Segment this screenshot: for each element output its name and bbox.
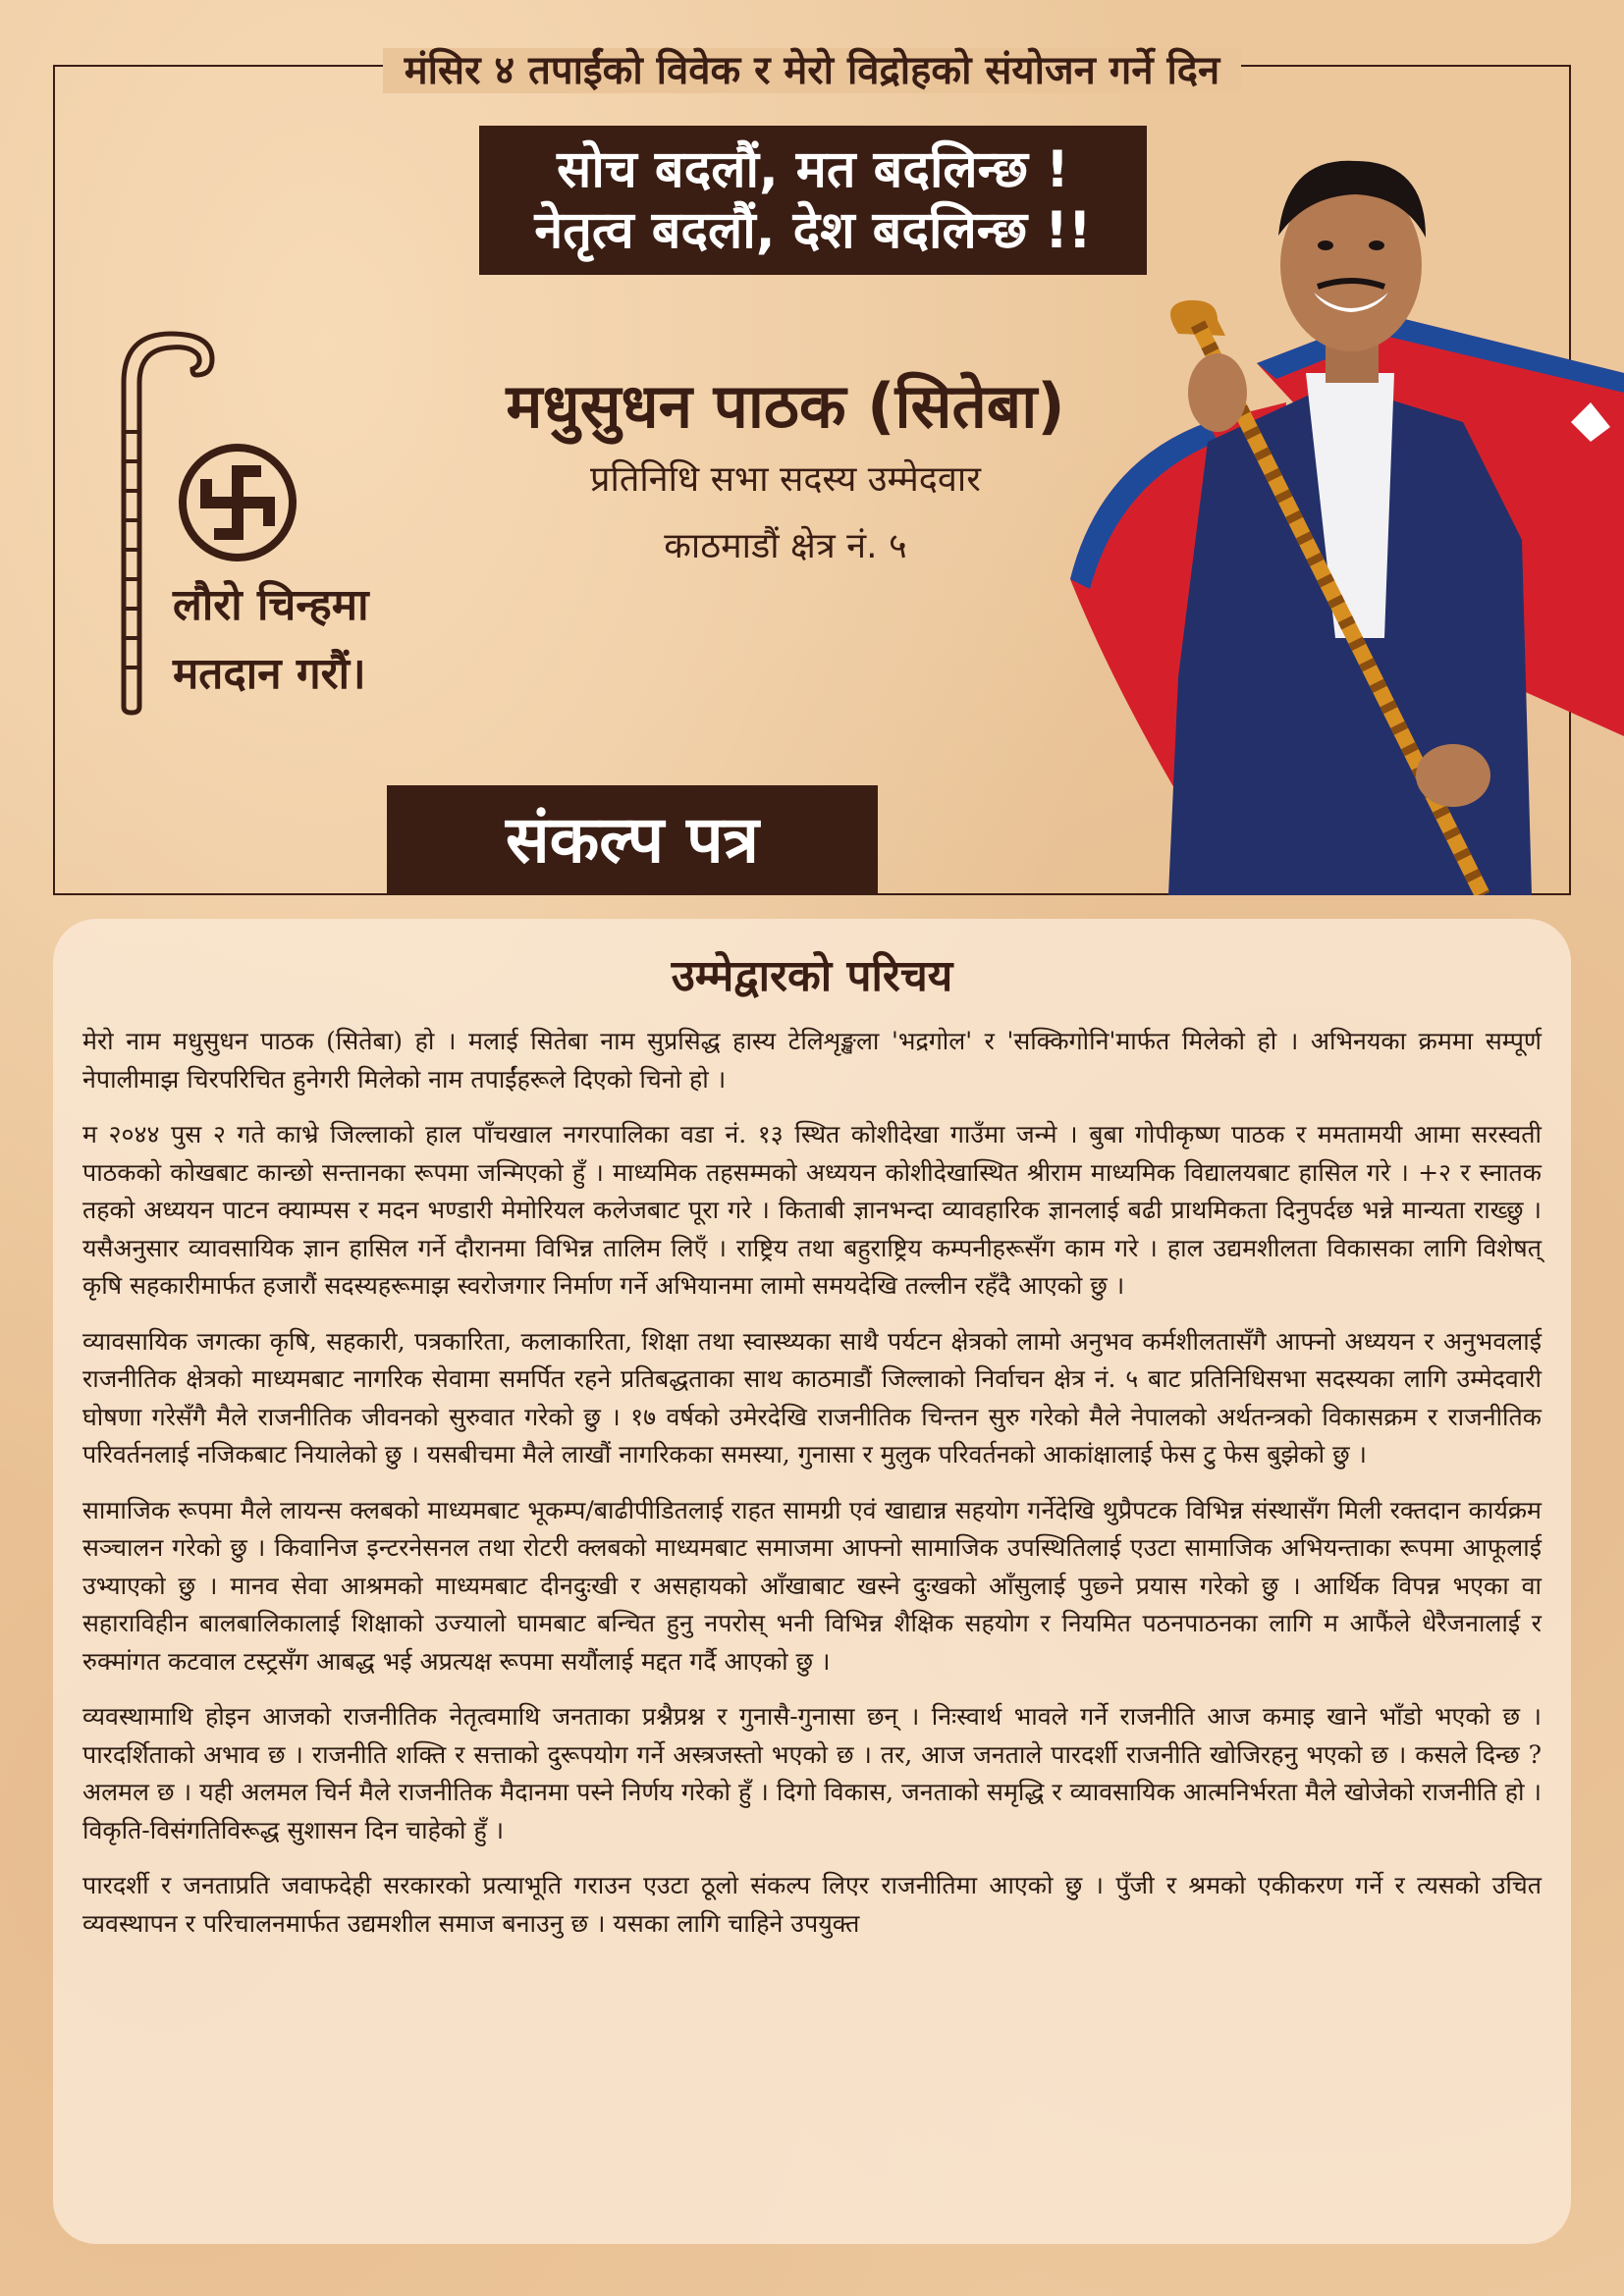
pledge-title: संकल्प पत्र — [387, 785, 878, 895]
slogan-line-2: नेतृत्व बदलौं, देश बदलिन्छ !! — [534, 201, 1092, 260]
candidate-role: प्रतिनिधि सभा सदस्य उम्मेदवार — [590, 459, 981, 500]
slogan-line-1: सोच बदलौं, मत बदलिन्छ ! — [557, 140, 1069, 199]
intro-paragraph-2: म २०४४ पुस २ गते काभ्रे जिल्लाको हाल पाँचखाल नगरपालिका वडा नं. १३ स्थित कोशीदेखा गाउँमा जन्मे । बुबा गोपीकृष्ण पाठक र ममतामयी आमा सरस्वती पाठकको कोखबाट कान्छो सन्तानका रूपमा जन्मिएको हुँ । माध्यमिक तहसम्मको अध्ययन कोशीदेखास्थित श्रीराम माध्यमिक विद्यालयबाट हासिल गरे । +२ र स्नातक तहको अध्ययन पाटन क्याम्पस र मदन भण्डारी मेमोरियल कलेजबाट पूरा गरे । किताबी ज्ञानभन्दा व्यावहारिक ज्ञानलाई बढी प्राथमिकता दिनुपर्दछ भन्ने मान्यता राख्छु । यसैअनुसार व्यावसायिक ज्ञान हासिल गर्ने दौरानमा विभिन्न तालिम लिएँ । राष्ट्रिय तथा बहुराष्ट्रिय कम्पनीहरूसँग काम गरे । हाल उद्यमशीलता विकासका लागि विशेषत् कृषि सहकारीमार्फत हजारौं सदस्यहरूमाझ स्वरोजगार निर्माण गर्ने अभियानमा लामो समयदेखि तल्लीन रहँदै आएको छु । — [82, 1120, 1542, 1300]
candidate-constituency: काठमाडौं क्षेत्र नं. ५ — [664, 526, 907, 566]
candidate-portrait — [1060, 128, 1624, 895]
slogan-box — [479, 126, 1147, 275]
swastika-icon — [177, 442, 298, 563]
intro-paragraph-3: व्यावसायिक जगत्का कृषि, सहकारी, पत्रकारिता, कलाकारिता, शिक्षा तथा स्वास्थ्यका साथै पर्यटन क्षेत्रको लामो अनुभव कर्मशीलतासँगै आफ्नो अध्ययन र अनुभवलाई राजनीतिक क्षेत्रको माध्यमबाट नागरिक सेवामा समर्पित रहने प्रतिबद्धताका साथ काठमाडौं जिल्लाको निर्वाचन क्षेत्र नं. ५ बाट प्रतिनिधिसभा सदस्यका लागि उम्मेदवारी घोषणा गरेसँगै मैले राजनीतिक जीवनको सुरुवात गरेको छु । १७ वर्षको उमेरदेखि राजनीतिक चिन्तन सुरु गरेको मैले नेपालको अर्थतन्त्रको विकासक्रम र राजनीतिक परिवर्तनलाई नजिकबाट नियालेको छु । यसबीचमा मैले लाखौं नागरिकका समस्या, गुनासा र मुलुक परिवर्तनको आकांक्षालाई फेस टु फेस बुझेको छु । — [82, 1326, 1542, 1468]
candidate-name: मधुसुधन पाठक (सितेबा) — [506, 370, 1065, 442]
intro-paragraph-6: पारदर्शी र जनताप्रति जवाफदेही सरकारको प्रत्याभूति गराउन एउटा ठूलो संकल्प लिएर राजनीतिमा आएको छु । पुँजी र श्रमको एकीकरण गर्ने र त्यसको उचित व्यवस्थापन र परिचालनमार्फत उद्यमशील समाज बनाउनु छ । यसका लागि चाहिने उपयुक्त — [82, 1871, 1542, 1938]
vote-call-line-2: मतदान गरौं। — [173, 649, 366, 699]
intro-paragraph-4: सामाजिक रूपमा मैले लायन्स क्लबको माध्यमबाट भूकम्प/बाढीपीडितलाई राहत सामग्री एवं खाद्यान्न सहयोग गर्नेदेखि थुप्रैपटक विभिन्न संस्थासँग मिली रक्तदान कार्यक्रम सञ्चालन गरेको छु । किवानिज इन्टरनेसनल तथा रोटरी क्लबको माध्यमबाट समाजमा आफ्नो सामाजिक उपस्थितिलाई एउटा सामाजिक अभियन्ताका रूपमा आफूलाई उभ्याएको छु । मानव सेवा आश्रमको माध्यमबाट दीनदुःखी र असहायको आँखाबाट खस्ने दुःखको आँसुलाई पुछ्ने प्रयास गरेको छु । आर्थिक विपन्न भएका वा सहाराविहीन बालबालिकालाई शिक्षाको उज्यालो घामबाट बन्चित हुनु नपरोस् भनी विभिन्न शैक्षिक सहयोग र नियमित पठनपाठनका लागि म आफैंले धेरैजनालाई र रुक्मांगत कटवाल टस्ट्रसँग आबद्ध भई अप्रत्यक्ष रूपमा सयौंलाई मद्दत गर्दै आएको छु । — [82, 1495, 1542, 1676]
intro-panel — [53, 919, 1571, 2244]
election-tagline — [0, 41, 1624, 95]
intro-paragraph-5: व्यवस्थामाथि होइन आजको राजनीतिक नेतृत्वमाथि जनताका प्रश्नैप्रश्न र गुनासै-गुनासा छन् । निःस्वार्थ भावले गर्ने राजनीति आज कमाइ खाने भाँडो भएको छ । पारदर्शिताको अभाव छ । राजनीति शक्ति र सत्ताको दुरूपयोग गर्ने अस्त्रजस्तो भएको छ । तर, आज जनताले पारदर्शी राजनीति खोजिरहनु भएको छ । कसले दिन्छ ? अलमल छ । यही अलमल चिर्न मैले राजनीतिक मैदानमा पस्ने निर्णय गरेको हुँ । दिगो विकास, जनताको समृद्धि र व्यावसायिक आत्मनिर्भरता मैले खोजेको राजनीति हो । विकृति-विसंगतिविरूद्ध सुशासन दिन चाहेको हुँ । — [82, 1702, 1542, 1844]
intro-heading: उम्मेद्वारको परिचय — [671, 951, 953, 1001]
tagline-text: मंसिर ४ तपाईंको विवेक र मेरो विद्रोहको संयोजन गर्ने दिन — [383, 48, 1242, 93]
intro-paragraph-1: मेरो नाम मधुसुधन पाठक (सितेबा) हो । मलाई सितेबा नाम सुप्रसिद्ध हास्य टेलिशृङ्खला 'भद्रगोल' र 'सक्किगोनि'मार्फत मिलेको हो । अभिनयका क्रममा सम्पूर्ण नेपालीमाझ चिरपरिचित हुनेगरी मिलेको नाम तपाईंहरूले दिएको चिनो हो । — [82, 1027, 1542, 1094]
vote-call-line-1: लौरो चिन्हमा — [173, 580, 369, 630]
